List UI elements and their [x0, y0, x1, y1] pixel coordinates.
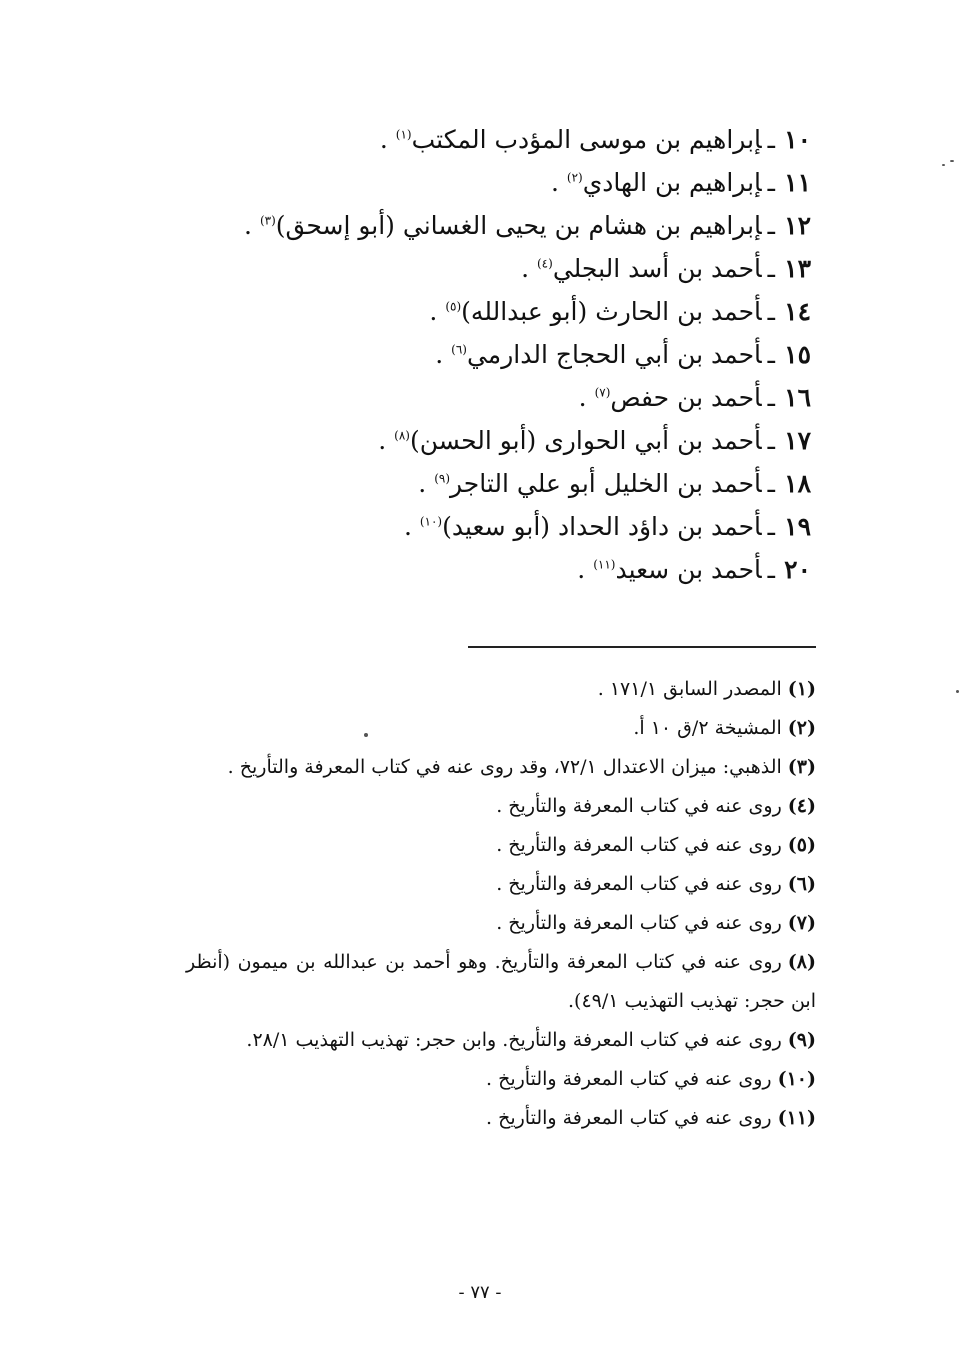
item-number: ١٣: [784, 254, 811, 283]
list-item: ٢٠ـأحمد بن سعيد$^{(١١)}$ .: [111, 548, 811, 591]
footnote-ref: (١٠): [419, 514, 443, 529]
item-text: أحمد بن أسد البجلي: [552, 254, 762, 283]
item-number: ١٦: [784, 383, 811, 412]
item-text: أحمد بن سعيد: [615, 555, 762, 584]
item-number: ١٩: [784, 512, 811, 541]
footnote-text: روى عنه في كتاب المعرفة والتأريخ .: [496, 912, 782, 934]
item-text: أحمد بن أبي الحوارى (أبو الحسن): [409, 426, 762, 455]
item-text: إبراهيم بن هشام بن يحيى الغساني (أبو إسحق): [275, 211, 762, 240]
footnote: [186, 943, 816, 1021]
footnote: [186, 865, 816, 904]
footnote-ref: (١١): [593, 557, 616, 572]
footnote-ref: (٣): [259, 213, 276, 228]
footnote-text: روى عنه في كتاب المعرفة والتأريخ .: [496, 834, 782, 856]
narrator-list: [111, 118, 811, 591]
item-text: أحمد بن الحارث (أبو عبدالله): [461, 297, 762, 326]
footnote-ref: (٤): [536, 256, 553, 271]
footnote-number: (٣): [787, 756, 816, 778]
item-number: ١٠: [784, 125, 811, 154]
footnote-number: (١٠): [777, 1068, 816, 1090]
footnote-ref: (٩): [434, 471, 451, 486]
page-number: - ٧٧ -: [458, 1282, 502, 1303]
footnote-number: (٨): [787, 951, 816, 973]
footnote-text: روى عنه في كتاب المعرفة والتأريخ .: [485, 1107, 772, 1129]
footnote-number: (١): [787, 678, 816, 700]
list-item: ١٧ـأحمد بن أبي الحوارى (أبو الحسن)$^{(٨)}$ .: [111, 419, 811, 462]
item-number: ١٧: [784, 426, 811, 455]
footnote: [186, 1021, 816, 1060]
footnote-number: (١١): [777, 1107, 816, 1129]
item-number: ١١: [784, 168, 811, 197]
list-item: ١١ـإبراهيم بن الهادي$^{(٢)}$ .: [111, 161, 811, 204]
footnote-text: المشيخة ٢/ق ١٠ أ.: [633, 717, 782, 739]
item-number: ١٢: [784, 211, 811, 240]
item-number: ٢٠: [784, 555, 811, 584]
item-text: إبراهيم بن الهادي: [582, 168, 762, 197]
item-text: أحمد بن أبي الحجاج الدارمي: [466, 340, 762, 369]
footnote-number: (٩): [787, 1029, 816, 1051]
footnote-number: (٧): [787, 912, 816, 934]
footnote-ref: (٧): [594, 385, 611, 400]
footnote-text: روى عنه في كتاب المعرفة والتأريخ .: [485, 1068, 772, 1090]
footnote-text: روى عنه في كتاب المعرفة والتأريخ. وابن حجر: تهذيب التهذيب ٢٨/١.: [246, 1029, 782, 1051]
item-text: أحمد بن داؤد الحداد (أبو سعيد): [442, 512, 762, 541]
footnote: [186, 670, 816, 709]
footnote: [186, 826, 816, 865]
footnote: [186, 904, 816, 943]
list-item: ١٢ـإبراهيم بن هشام بن يحيى الغساني (أبو إسحق)$^{(٣)}$ .: [111, 204, 811, 247]
scan-speck: [950, 160, 954, 162]
footnote-number: (٢): [787, 717, 816, 739]
list-item: ١٦ـأحمد بن حفص$^{(٧)}$ .: [111, 376, 811, 419]
footnote-text: روى عنه في كتاب المعرفة والتأريخ .: [496, 873, 782, 895]
footnote-text: روى عنه في كتاب المعرفة والتأريخ. وهو أحمد بن عبدالله بن ميمون (أنظر ابن حجر: تهذيب التهذيب ٤٩/١).: [186, 951, 816, 1012]
footnote-text: روى عنه في كتاب المعرفة والتأريخ .: [496, 795, 782, 817]
footnote-number: (٥): [787, 834, 816, 856]
footnote: [186, 709, 816, 748]
list-item: ١٨ـأحمد بن الخليل أبو علي التاجر$^{(٩)}$ .: [111, 462, 811, 505]
scan-speck: [364, 733, 368, 737]
footnote: [186, 1099, 816, 1138]
footnote: [186, 1060, 816, 1099]
item-text: أحمد بن حفص: [610, 383, 762, 412]
footnote-divider: [468, 646, 816, 648]
footnote-ref: (٢): [566, 170, 583, 185]
item-text: أحمد بن الخليل أبو علي التاجر: [450, 469, 762, 498]
scan-speck: [956, 690, 959, 693]
footnote-number: (٦): [787, 873, 816, 895]
item-number: ١٤: [784, 297, 811, 326]
list-item: ١٣ـأحمد بن أسد البجلي$^{(٤)}$ .: [111, 247, 811, 290]
footnote-ref: (٦): [451, 342, 467, 357]
footnote-ref: (١): [395, 127, 412, 142]
item-text: إبراهيم بن موسى المؤدب المكتب: [411, 125, 762, 154]
item-number: ١٥: [784, 340, 811, 369]
footnote-ref: (٥): [445, 299, 462, 314]
footnotes: [186, 670, 816, 1138]
footnote-text: الذهبي: ميزان الاعتدال ٧٢/١، وقد روى عنه في كتاب المعرفة والتأريخ .: [227, 756, 782, 778]
list-item: ١٤ـأحمد بن الحارث (أبو عبدالله)$^{(٥)}$ .: [111, 290, 811, 333]
list-item: ١٥ـأحمد بن أبي الحجاج الدارمي$^{(٦)}$ .: [111, 333, 811, 376]
footnote-number: (٤): [787, 795, 816, 817]
list-item: ١٩ـأحمد بن داؤد الحداد (أبو سعيد)$^{(١٠)}$ .: [111, 505, 811, 548]
list-item: ١٠ـإبراهيم بن موسى المؤدب المكتب$^{(١)}$ .: [111, 118, 811, 161]
footnote: [186, 748, 816, 787]
footnote-ref: (٨): [394, 428, 410, 443]
footnote: [186, 787, 816, 826]
scan-speck: [942, 164, 945, 166]
footnote-text: المصدر السابق ١٧١/١ .: [597, 678, 782, 700]
item-number: ١٨: [784, 469, 811, 498]
